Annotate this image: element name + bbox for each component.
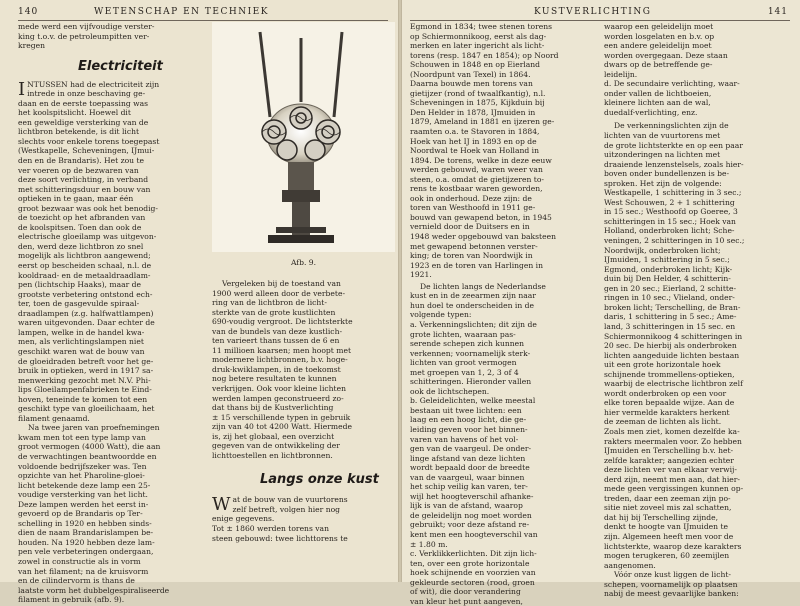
paragraph: Vergeleken bij de toestand van 1900 werd alleen door de verbete- ring van de lichtbron de licht- sterkte van de grote kustlichten 690-voudig vergroot. De lichtsterkte van de bundels van deze kustlich- ten varieert thans tussen de 6 en 11 millioen kaarsen; men hoopt met modernere lichtbronnen, b.v. hoge- druk-kwiklampen, in de toekomst nog betere resultaten te kunnen verkrijgen. Ook voor kleine lichten werden lampen geconstrueerd zo- dat thans bij de Kustverlichting ± 15 verschillende typen in gebruik zijn van 40 tot 4200 Watt. Hiermede is, zij het globaal, een overzicht gegeven van de ontwikkeling der lichttoestellen en lichtbronnen. — [212, 279, 353, 460]
drop-cap: I — [18, 78, 26, 100]
paragraph: Egmond in 1834; twee stenen torens op Schiermonnikoog, eerst als dag- merken en later ingericht als licht- torens (resp. 1847 en 1854); op Noord Schouwen in 1848 en op Eierland (Noordpunt van Texel) in 1864. Daarna bouwde men torens van gietijzer (rond of twaalfkantig), n.l. Scheveningen in 1875, Kijkduin bij Den Helder in 1878, IJmuiden in 1879, Ameland in 1881 en ijzeren ge- raamten o.a. te Stavoren in 1884, Hoek van het IJ in 1893 en op de Noordwal te Hoek van Holland in 1894. De torens, welke in deze eeuw werden gebouwd, waren weer van steen, o.a. omdat de gietijzeren to- rens te kostbaar waren geworden, ook in onderhoud. Deze zijn: de toren van Westhoofd in 1911 ge- bouwd van gewapend beton, in 1945 vernield door de Duitsers en in 1948 weder opgebouwd van baksteen met gewapend betonnen verster- king; de toren van Noordwijk in 1923 en de toren van Harlingen in 1921. — [410, 22, 559, 280]
left-page — [0, 0, 398, 605]
list-item: b. Geleidelichten, welke meestal bestaan uit twee lichten: een laag en een hoog licht, die ge- leiding geven voor het binnen- varen van havens of het vol- gen van de vaargeul. De onder- linge afstand van deze lichten wordt bepaald door de breedte van de vaargeul, waar binnen het schip veilig kan varen, ter- wijl het hoogteverschil afhanke- lijk is van de afstand, waarop de geleidelijn nog moet worden gebruikt; voor deze afstand re- kent men een hoogteverschil van ± 1.80 m. — [410, 396, 538, 549]
section-heading: Langs onze kust — [260, 472, 379, 488]
paragraph: De verkenningslichten zijn de lichten van de vuurtorens met de grote lichtsterkte en op een paar uitzonderingen na lichten met draaiende lenzenstelsels, zoals hier- boven onder bundellenzen is be- sproken. Het zijn de volgende: Westkapelle, 1 schittering in 3 sec.; West Schouwen, 2 + 1 schittering in 15 sec.; Westhoofd op Goeree, 3 schitteringen in 15 sec.; Hoek van Holland, onderbroken licht; Sche- veningen, 2 schitteringen in 10 sec.; Noordwijk, onderbroken licht; IJmuiden, 1 schittering in 5 sec.; Egmond, onderbroken licht; Kijk- duin bij Den Helder, 4 schitterin- gen in 20 sec.; Eierland, 2 schitte- ringen in 10 sec.; Vlieland, onder- broken licht; Terschelling, de Bran- daris, 1 schittering in 5 sec.; Ame- land, 3 schitteringen in 15 sec. en Schiermonnikoog 4 schitteringen in 20 sec. De hierbij als onderbroken lichten aangeduide lichten bestaan uit een grote horizontale hoek schijnende trommellens-optieken, waarbij de electrische lichtbron zelf wordt onderbroken op een voor elke toren bepaalde wijze. Aan de hier vermelde karakters herkent de zeeman de lichten als licht. Zoals men ziet, komen dezelfde ka- rakters meermalen voor. Zo hebben IJmuiden en Terschelling b.v. het- zelfde karakter; aangezien echter deze lichten ver van elkaar verwij- derd zijn, neemt men aan, dat hier- mede geen vergissingen kunnen op- treden, daar een zeeman zijn po- sitie niet zoveel mis zal schatten, dat hij bij Terschelling zijnde, denkt te hoogte van IJmuiden te zijn. Algemeen heeft men voor de lichtsterkte, waarop deze karakters mogen terugkeren, 60 zeemijlen aangenomen. — [604, 121, 745, 570]
paragraph — [18, 80, 201, 424]
paragraph: mede werd een vijfvoudige verster- king t.o.v. de petroleumpitten ver- kregen — [18, 22, 155, 51]
paragraph: Na twee jaren van proefnemingen kwam men tot een type lamp van groot vermogen (4000 Watt), die aan de verwachtingen beantwoordde en voldoende bedrijfszeker was. Ten opzichte van het Pharoline-gloei- licht betekende deze lamp een 25- voudige versterking van het licht. Deze lampen werden het eerst in- gevoerd op de Brandaris op Ter- schelling in 1920 en hebben sinds- dien de naam Brandarislampen be- houden. Na 1920 hebben deze lam- pen vele verbeteringen ondergaan, zowel in constructie als in vorm van het filament; na de kruisvorm en de cilindervorm is thans de laatste vorm het dubbelgespiraliseerde filament in gebruik (afb. 9). — [18, 423, 170, 605]
running-head — [410, 4, 790, 21]
left-column-2 — [212, 22, 395, 582]
figure-caption: Afb. 9. — [290, 258, 317, 267]
lamp-illustration — [212, 22, 395, 252]
paragraph: De lichten langs de Nederlandse kust en in de zeearmen zijn naar hun doel te onderscheiden in de volgende typen: — [410, 281, 546, 320]
drop-cap: W — [212, 494, 231, 516]
right-page — [402, 0, 800, 606]
running-head-title: WETENSCHAP EN TECHNIEK — [94, 7, 269, 17]
right-column-2 — [604, 22, 787, 599]
paragraph — [212, 495, 395, 543]
paragraph-text: at de bouw van de vuurtorens zelf betreft, volgen hier nog enige gegevens. Tot ± 1860 werden torens van steen gebouwd: twee lichttorens te — [212, 495, 348, 543]
paragraph-text: NTUSSEN had de electriciteit zijn intrede in onze beschaving ge- daan en de eerste toepassing was het koolspitslicht. Hoewel dit een geweldige versterking van de lichtbron betekende, is dit licht slechts voor enkele torens toegepast (Westkapelle, Scheveningen, IJmui- den en de Brandaris). Het zou te ver voeren op de bezwaren van deze soort verlichting, in verband met schitteringsduur en bouw van optieken in te gaan, maar één groot bezwaar was ook het benodig- de toezicht op het afbranden van de koolspitsen. Toen dan ook de electrische gloeilamp was uitgevon- den, werd deze lichtbron zo snel mogelijk als lichtbron aangewend; eerst op bescheiden schaal, n.l. de kooldraad- en de metaaldraadlam- pen (lichtschip Haaks), maar de grootste verbetering ontstond ech- ter, toen de gasgevulde spiraal- draadlampen (z.g. halfwattlampen) waren uitgevonden. Daar echter de lampen, welke in de handel kwa- men, als verlichtingslampen niet geschikt waren wat de bouw van de gloeidraden betreft voor het ge- bruik in optieken, werd in 1917 sa- menwerking gezocht met N.V. Phi- lips Gloeilampenfabrieken te Eind- hoven, teneinde te komen tot een geschikt type van gloeilichaam, het filament genaamd. — [18, 79, 160, 423]
list-item: d. De secundaire verlichting, waar- onder vallen de lichtboeien, kleinere lichten aan de wal, duedalf-verlichting, enz. — [604, 79, 740, 117]
running-head-title: KUSTVERLICHTING — [534, 7, 652, 17]
paragraph: Vóór onze kust liggen de licht- schepen, voornamelijk op plaatsen nabij de meest gevaarlijke banken: — [604, 570, 739, 599]
section-heading: Electriciteit — [78, 58, 163, 74]
lamp-figure — [212, 22, 395, 252]
page-number: 140 — [18, 7, 39, 17]
list-item: c. Verklikkerlichten. Dit zijn lich- ten, over een grote horizontale hoek schijnende en voorzien van gekleurde sectoren (rood, groen of wit), die door verandering van kleur het punt aangeven, — [410, 549, 537, 606]
running-head — [18, 4, 388, 21]
paragraph: waarop een geleidelijn moet worden losgelaten en b.v. op een andere geleidelijn moet worden overgegaan. Deze staan dwars op de betreffende ge- leidelijn. — [604, 22, 728, 79]
page-number: 141 — [767, 7, 788, 17]
right-column-1 — [410, 22, 593, 606]
left-column-1 — [18, 22, 201, 605]
list-item: a. Verkenningslichten; dit zijn de grote lichten, waaraan pas- serende schepen zich kunnen verkennen; voornamelijk sterk- lichten van groot vermogen met groepen van 1, 2, 3 of 4 schitteringen. Hieronder vallen ook de lichtschepen. — [410, 319, 537, 396]
